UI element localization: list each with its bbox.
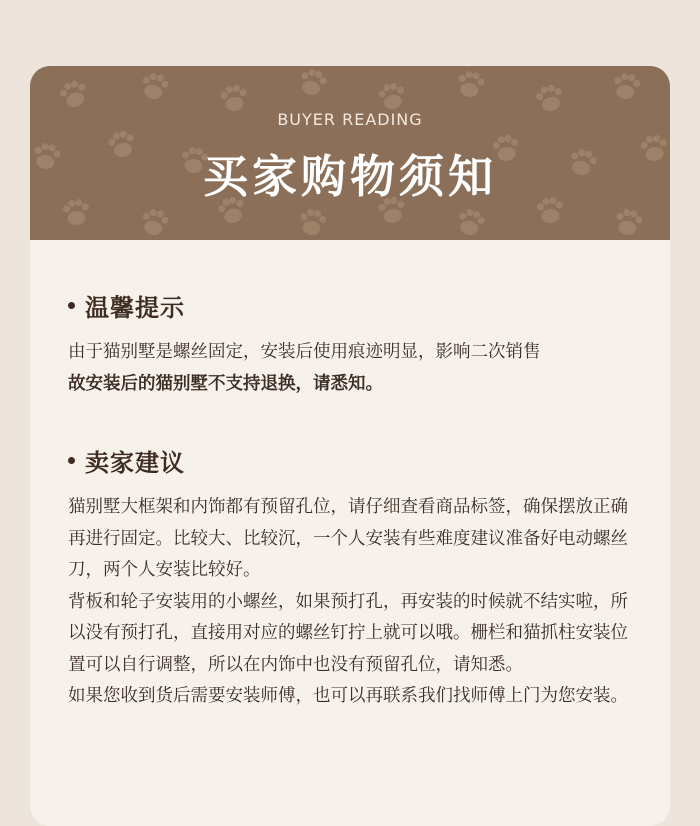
seller-advice-paragraph-3: 如果您收到货后需要安装师傅，也可以再联系我们找师傅上门为您安装。 bbox=[68, 686, 628, 706]
warm-tip-heading bbox=[68, 288, 640, 323]
seller-advice-paragraph-1: 猫别墅大框架和内饰都有预留孔位，请仔细查看商品标签，确保摆放正确再进行固定。比较大、比较沉，一个人安装有些难度建议准备好电动螺丝刀，两个人安装比较好。 bbox=[68, 497, 628, 580]
bullet-dot-icon bbox=[68, 457, 75, 464]
buyer-notice-card bbox=[30, 66, 670, 826]
seller-advice-heading bbox=[68, 443, 640, 478]
warm-tip-section bbox=[68, 288, 640, 400]
seller-advice-title: 卖家建议 bbox=[85, 449, 185, 477]
warm-tip-paragraph-2: 故安装后的猫别墅不支持退换，请悉知。 bbox=[68, 373, 383, 394]
notice-header bbox=[30, 66, 670, 240]
warm-tip-paragraph-1: 由于猫别墅是螺丝固定，安装后使用痕迹明显，影响二次销售 bbox=[68, 342, 541, 362]
header-subtitle: BUYER READING bbox=[277, 110, 423, 129]
seller-advice-paragraph-2: 背板和轮子安装用的小螺丝，如果预打孔，再安装的时候就不结实啦，所以没有预打孔，直接用对应的螺丝钉拧上就可以哦。栅栏和猫抓柱安装位置可以自行调整，所以在内饰中也没有预留孔位，请知悉。 bbox=[68, 591, 628, 675]
header-title: 买家购物须知 bbox=[202, 150, 497, 203]
warm-tip-title: 温馨提示 bbox=[85, 294, 185, 322]
bullet-dot-icon bbox=[68, 302, 75, 309]
seller-advice-section bbox=[68, 443, 640, 713]
